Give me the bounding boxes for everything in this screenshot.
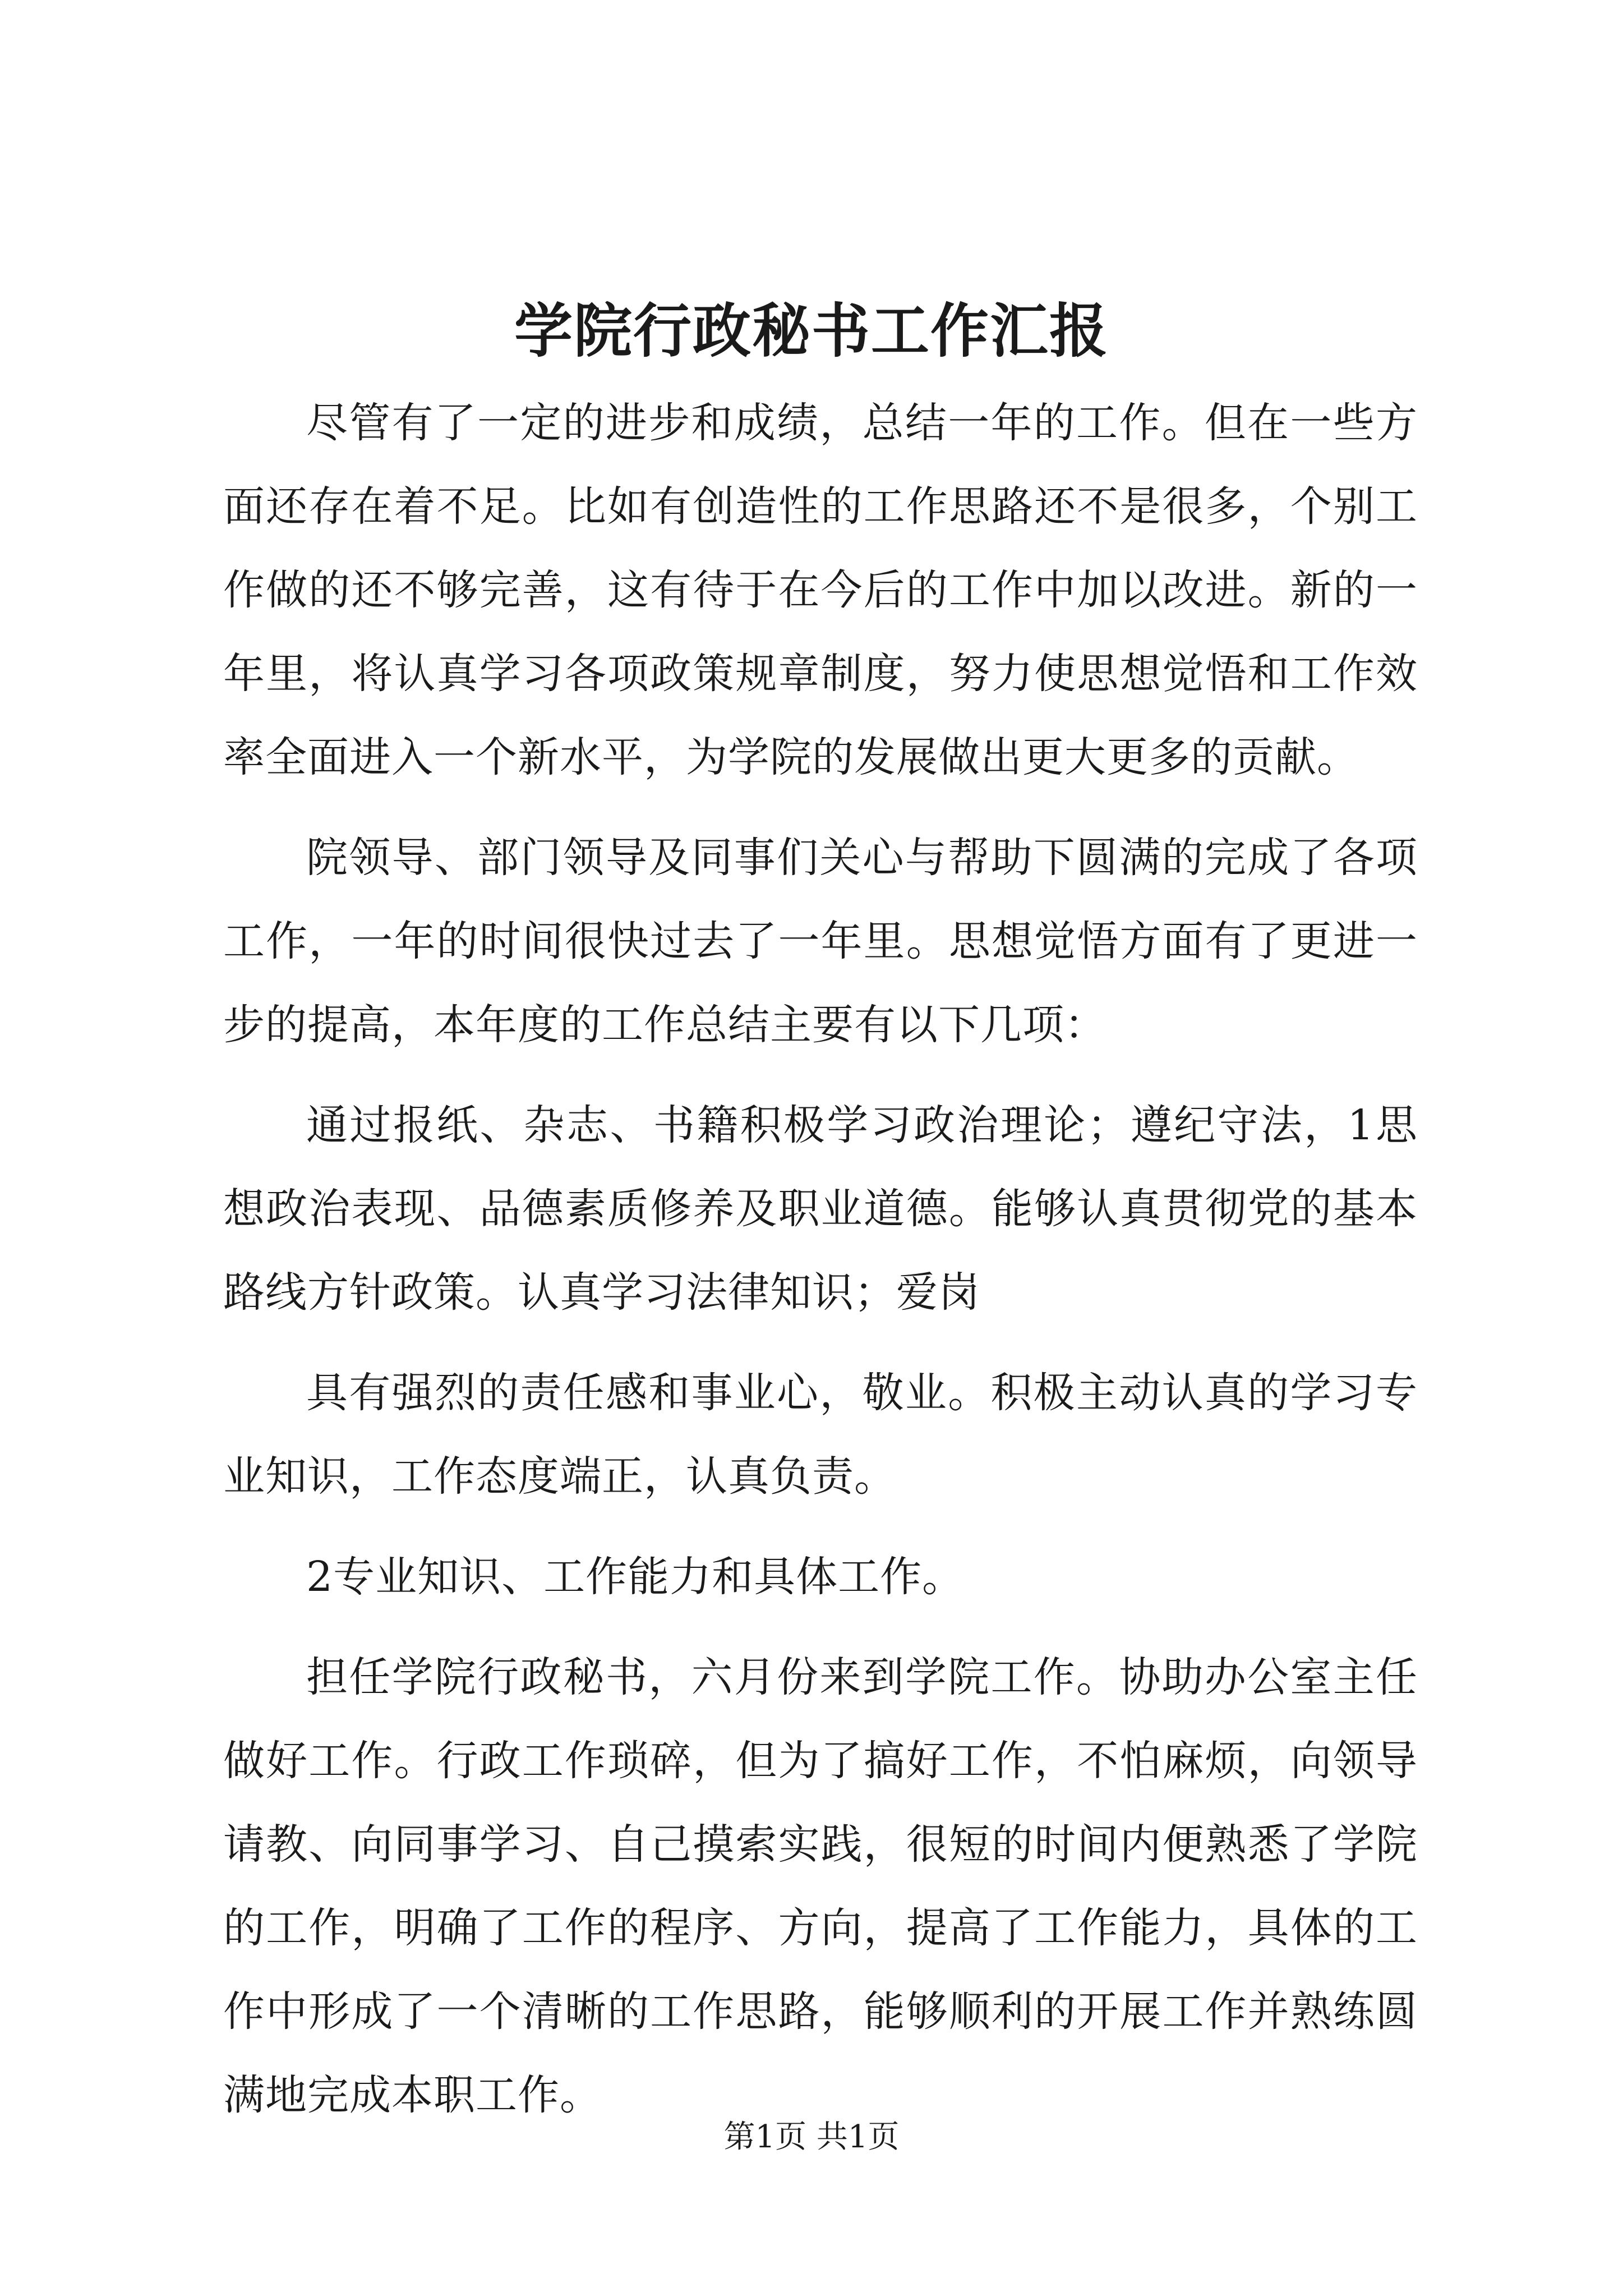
document-title: 学院行政秘书工作汇报 [514,296,1109,365]
page-footer: 第1页 共1页 [723,2119,900,2155]
paragraph-3: 通过报纸、杂志、书籍积极学习政治理论；遵纪守法，1思想政治表现、品德素质修养及职业道德。能够认真贯彻党的基本路线方针政策。认真学习法律知识；爱岗 [223,1101,1418,1317]
document-body [223,381,1418,2154]
paragraph-1: 尽管有了一定的进步和成绩，总结一年的工作。但在一些方面还存在着不足。比如有创造性的工作思路还不是很多，个别工作做的还不够完善，这有待于在今后的工作中加以改进。新的一年里，将认真学习各项政策规章制度，努力使思想觉悟和工作效率全面进入一个新水平，为学院的发展做出更大更多的贡献。 [223,399,1418,781]
paragraph-4: 具有强烈的责任感和事业心，敬业。积极主动认真的学习专业知识，工作态度端正，认真负责。 [223,1369,1418,1501]
paragraph-5: 2专业知识、工作能力和具体工作。 [306,1553,965,1601]
paragraph-6: 担任学院行政秘书，六月份来到学院工作。协助办公室主任做好工作。行政工作琐碎，但为了搞好工作，不怕麻烦，向领导请教、向同事学习、自己摸索实践，很短的时间内便熟悉了学院的工作，明确了工作的程序、方向，提高了工作能力，具体的工作中形成了一个清晰的工作思路，能够顺利的开展工作并熟练圆满地完成本职工作。 [223,1653,1418,2119]
paragraph-2: 院领导、部门领导及同事们关心与帮助下圆满的完成了各项工作，一年的时间很快过去了一年里。思想觉悟方面有了更进一步的提高，本年度的工作总结主要有以下几项： [223,834,1418,1049]
